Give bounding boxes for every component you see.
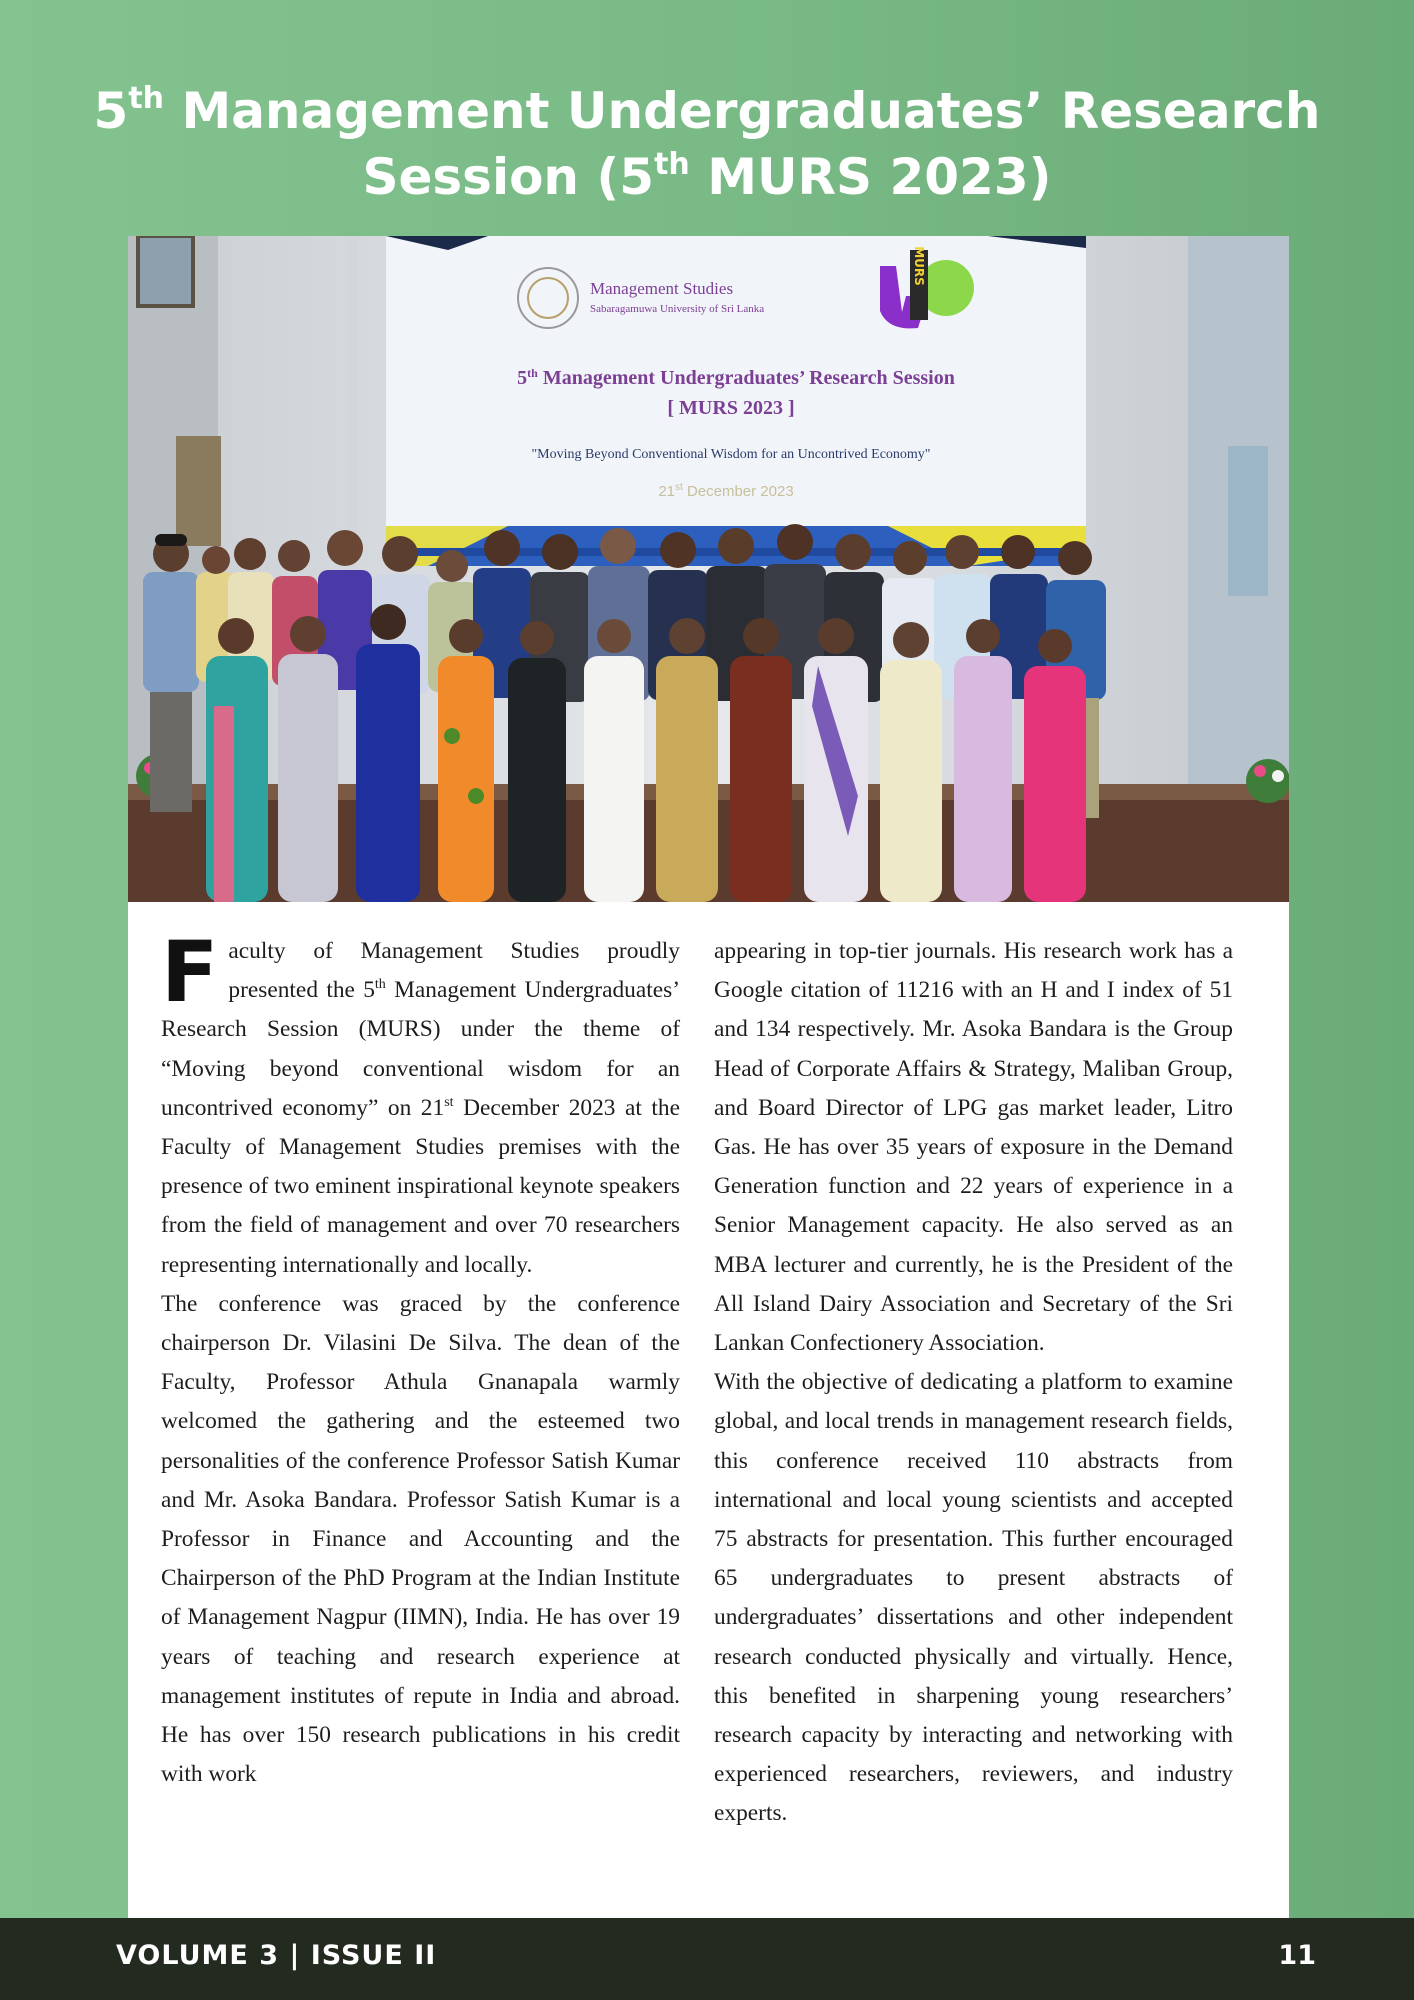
drop-cap: F bbox=[161, 923, 219, 1021]
paragraph-intro: Faculty of Management Studies proudly presented the 5th Management Undergraduates’ Research Session (MURS) under the theme of “Moving beyond conventional wisdom for an uncontrived economy” on 21st December 2023 at the Faculty of Management Studies premises with the presence of two eminent inspirational keynote speakers from the field of management and over 70 researchers representing internationally and locally. bbox=[161, 923, 680, 1278]
article-column-right bbox=[714, 932, 1233, 1834]
article-column-left bbox=[161, 923, 680, 1794]
paragraph-speaker: appearing in top-tier journals. His research work has a Google citation of 11216 with an H and I index of 51 and 134 respectively. Mr. Asoka Bandara is the Group Head of Corporate Affairs & Strategy, Maliban Group, and Board Director of LPG gas market leader, Litro Gas. He has over 35 years of exposure in the Demand Generation function and 22 years of experience in a Senior Management capacity. He also served as an MBA lecturer and currently, he is the President of the All Island Dairy Association and Secretary of the Sri Lankan Confectionery Association. bbox=[714, 938, 1233, 1357]
svg-text:MURS: MURS bbox=[912, 246, 926, 286]
banner-univ: Sabaragamuwa University of Sri Lanka bbox=[590, 303, 765, 315]
group-photo bbox=[128, 236, 1289, 902]
banner-org: Management Studies bbox=[590, 279, 734, 298]
article-title bbox=[0, 78, 1414, 210]
banner-subtitle: [ MURS 2023 ] bbox=[667, 397, 795, 419]
volume-issue: VOLUME 3 | ISSUE II bbox=[116, 1940, 437, 1971]
group-photo-illustration bbox=[128, 236, 1289, 902]
page-footer bbox=[0, 1918, 1414, 2000]
banner-date: 21st December 2023 bbox=[658, 482, 794, 500]
flowers-right bbox=[1246, 759, 1289, 803]
paragraph-objective: With the objective of dedicating a platform to examine global, and local trends in management research fields, this conference received 110 abstracts from international and local young scientists and accepted 75 abstracts for presentation. This further encouraged 65 undergraduates to present abstracts of undergraduates’ dissertations and other independent research conducted physically and virtually. Hence, this benefited in sharpening young researchers’ research capacity by interacting and networking with experienced researchers, reviewers, and industry experts. bbox=[714, 1369, 1233, 1827]
title-line-2: Session (5th MURS 2023) bbox=[362, 147, 1052, 206]
banner-theme: "Moving Beyond Conventional Wisdom for an Uncontrived Economy" bbox=[531, 447, 931, 462]
title-line-1: 5th Management Undergraduates’ Research bbox=[93, 81, 1321, 140]
article-body bbox=[128, 902, 1289, 1918]
page-number: 11 bbox=[1278, 1940, 1316, 1971]
banner-title: 5th Management Undergraduates’ Research Session bbox=[517, 366, 955, 389]
paragraph-chairperson: The conference was graced by the conference chairperson Dr. Vilasini De Silva. The dean of the Faculty, Professor Athula Gnanapala warmly welcomed the gathering and the esteemed two personalities of the conference Professor Satish Kumar and Mr. Asoka Bandara. Professor Satish Kumar is a Professor in Finance and Accounting and the Chairperson of the PhD Program at the Indian Institute of Management Nagpur (IIMN), India. He has over 19 years of teaching and research experience at management institutes of repute in India and abroad. He has over 150 research publications in his credit with work bbox=[161, 1290, 680, 1788]
